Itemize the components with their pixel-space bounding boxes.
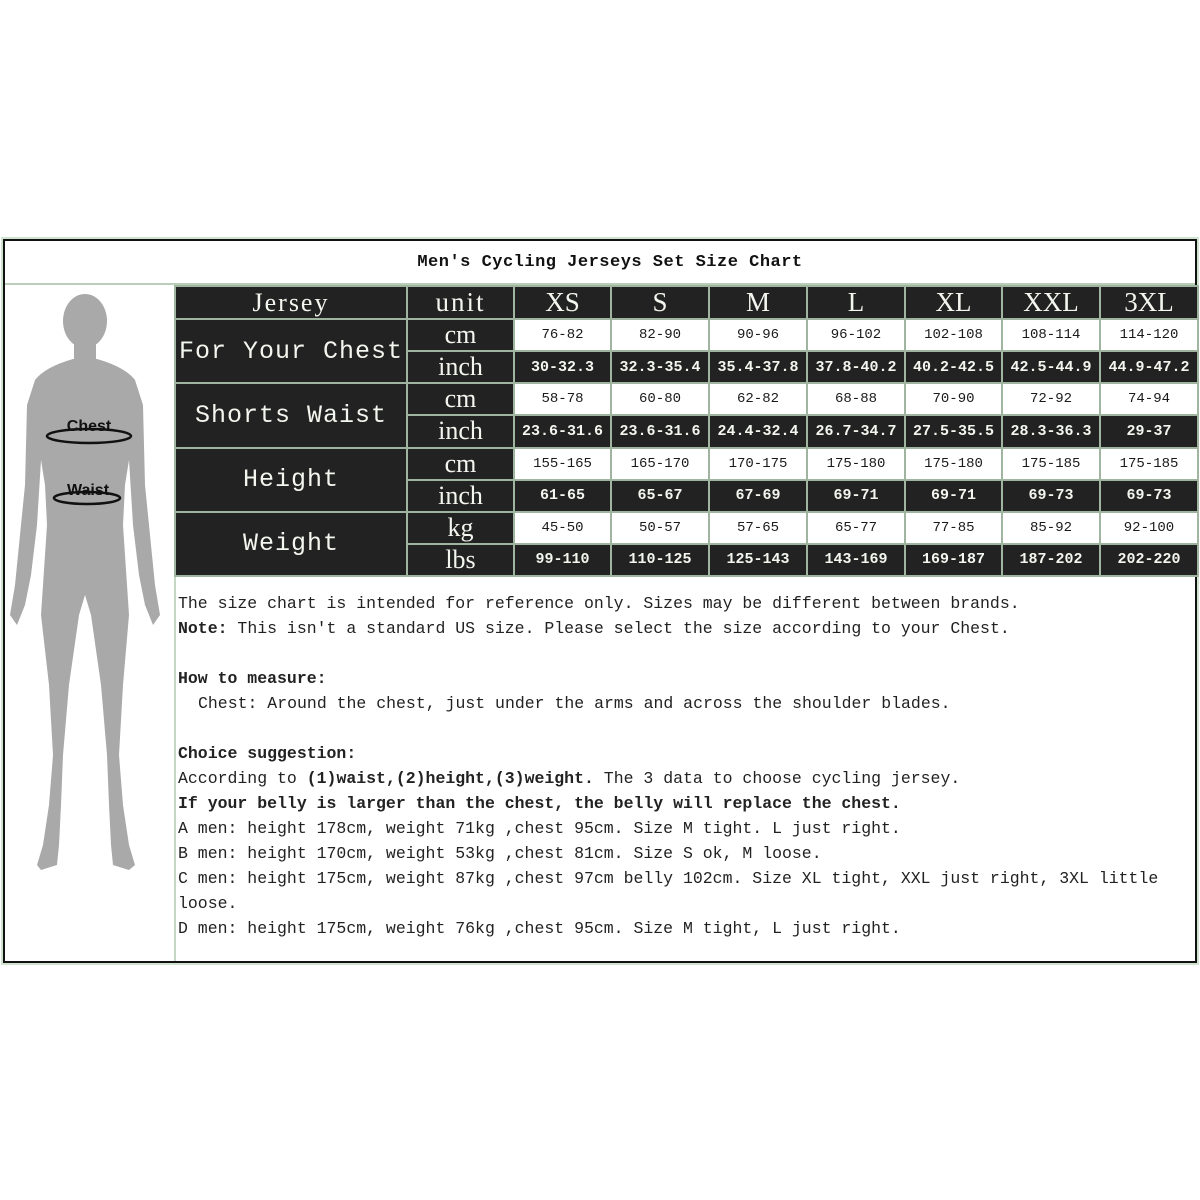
value-cell: 70-90 <box>905 383 1002 415</box>
value-cell: 32.3-35.4 <box>611 351 709 383</box>
chart-title: Men's Cycling Jerseys Set Size Chart <box>417 252 803 272</box>
size-table <box>174 285 1199 577</box>
value-cell: 175-180 <box>905 448 1002 480</box>
unit-cell: lbs <box>407 544 514 576</box>
unit-cell: cm <box>407 383 514 415</box>
unit-cell: cm <box>407 319 514 351</box>
header-size-s: S <box>611 286 709 319</box>
example-d: D men: height 175cm, weight 76kg ,chest 95cm. Size M tight, L just right. <box>178 919 901 938</box>
value-cell: 175-185 <box>1100 448 1198 480</box>
header-size-xl: XL <box>905 286 1002 319</box>
unit-cell: inch <box>407 415 514 447</box>
example-c-cont: loose. <box>178 894 238 913</box>
value-cell: 69-71 <box>905 480 1002 512</box>
value-cell: 60-80 <box>611 383 709 415</box>
value-cell: 165-170 <box>611 448 709 480</box>
value-cell: 62-82 <box>709 383 807 415</box>
value-cell: 23.6-31.6 <box>611 415 709 447</box>
note-text: This isn't a standard US size. Please select the size according to your Chest. <box>227 619 1010 638</box>
value-cell: 42.5-44.9 <box>1002 351 1100 383</box>
value-cell: 30-32.3 <box>514 351 611 383</box>
body-figure-panel <box>5 285 176 961</box>
value-cell: 143-169 <box>807 544 905 576</box>
body-silhouette-icon <box>5 285 174 961</box>
disclaimer-text: The size chart is intended for reference only. Sizes may be different between brands. <box>178 594 1020 613</box>
example-a: A men: height 178cm, weight 71kg ,chest 95cm. Size M tight. L just right. <box>178 819 901 838</box>
value-cell: 26.7-34.7 <box>807 415 905 447</box>
header-size-l: L <box>807 286 905 319</box>
example-c: C men: height 175cm, weight 87kg ,chest 97cm belly 102cm. Size XL tight, XXL just right, 3XL little <box>178 869 1159 888</box>
value-cell: 96-102 <box>807 319 905 351</box>
value-cell: 76-82 <box>514 319 611 351</box>
value-cell: 29-37 <box>1100 415 1198 447</box>
waist-label: Waist <box>66 482 110 499</box>
value-cell: 27.5-35.5 <box>905 415 1002 447</box>
according-suffix: The 3 data to choose cycling jersey. <box>593 769 961 788</box>
value-cell: 125-143 <box>709 544 807 576</box>
table-header-row <box>175 286 1198 319</box>
value-cell: 65-77 <box>807 512 905 544</box>
value-cell: 187-202 <box>1002 544 1100 576</box>
value-cell: 155-165 <box>514 448 611 480</box>
value-cell: 114-120 <box>1100 319 1198 351</box>
size-chart-frame <box>3 239 1197 963</box>
value-cell: 57-65 <box>709 512 807 544</box>
value-cell: 44.9-47.2 <box>1100 351 1198 383</box>
header-size-m: M <box>709 286 807 319</box>
unit-cell: inch <box>407 480 514 512</box>
header-category: Jersey <box>175 286 407 319</box>
value-cell: 202-220 <box>1100 544 1198 576</box>
value-cell: 65-67 <box>611 480 709 512</box>
table-row <box>175 383 1198 415</box>
belly-rule: If your belly is larger than the chest, the belly will replace the chest. <box>178 794 901 813</box>
value-cell: 45-50 <box>514 512 611 544</box>
unit-cell: kg <box>407 512 514 544</box>
value-cell: 99-110 <box>514 544 611 576</box>
value-cell: 35.4-37.8 <box>709 351 807 383</box>
value-cell: 77-85 <box>905 512 1002 544</box>
according-prefix: According to <box>178 769 307 788</box>
value-cell: 69-73 <box>1100 480 1198 512</box>
value-cell: 170-175 <box>709 448 807 480</box>
header-unit: unit <box>407 286 514 319</box>
notes-section <box>178 591 1188 941</box>
group-label-chest: For Your Chest <box>175 319 407 383</box>
choice-heading: Choice suggestion: <box>178 744 357 763</box>
value-cell: 90-96 <box>709 319 807 351</box>
header-size-3xl: 3XL <box>1100 286 1198 319</box>
according-criteria: (1)waist,(2)height,(3)weight. <box>306 769 594 788</box>
value-cell: 175-180 <box>807 448 905 480</box>
value-cell: 175-185 <box>1002 448 1100 480</box>
value-cell: 74-94 <box>1100 383 1198 415</box>
note-label: Note: <box>178 619 228 638</box>
how-to-measure-text: Chest: Around the chest, just under the arms and across the shoulder blades. <box>198 694 951 713</box>
value-cell: 61-65 <box>514 480 611 512</box>
header-size-xs: XS <box>514 286 611 319</box>
value-cell: 69-71 <box>807 480 905 512</box>
value-cell: 58-78 <box>514 383 611 415</box>
table-row <box>175 448 1198 480</box>
value-cell: 23.6-31.6 <box>514 415 611 447</box>
value-cell: 72-92 <box>1002 383 1100 415</box>
chest-label: Chest <box>66 418 112 435</box>
unit-cell: cm <box>407 448 514 480</box>
value-cell: 40.2-42.5 <box>905 351 1002 383</box>
value-cell: 102-108 <box>905 319 1002 351</box>
table-row <box>175 319 1198 351</box>
unit-cell: inch <box>407 351 514 383</box>
value-cell: 82-90 <box>611 319 709 351</box>
value-cell: 24.4-32.4 <box>709 415 807 447</box>
value-cell: 37.8-40.2 <box>807 351 905 383</box>
value-cell: 108-114 <box>1002 319 1100 351</box>
value-cell: 92-100 <box>1100 512 1198 544</box>
group-label-height: Height <box>175 448 407 512</box>
header-size-xxl: XXL <box>1002 286 1100 319</box>
value-cell: 50-57 <box>611 512 709 544</box>
value-cell: 69-73 <box>1002 480 1100 512</box>
value-cell: 68-88 <box>807 383 905 415</box>
value-cell: 67-69 <box>709 480 807 512</box>
title-row <box>5 241 1195 285</box>
note-line <box>178 616 1188 641</box>
table-row <box>175 512 1198 544</box>
according-line <box>178 766 1188 791</box>
group-label-weight: Weight <box>175 512 407 576</box>
value-cell: 110-125 <box>611 544 709 576</box>
value-cell: 28.3-36.3 <box>1002 415 1100 447</box>
how-to-measure-heading: How to measure: <box>178 669 327 688</box>
value-cell: 169-187 <box>905 544 1002 576</box>
example-b: B men: height 170cm, weight 53kg ,chest 81cm. Size S ok, M loose. <box>178 844 822 863</box>
value-cell: 85-92 <box>1002 512 1100 544</box>
group-label-shorts-waist: Shorts Waist <box>175 383 407 447</box>
